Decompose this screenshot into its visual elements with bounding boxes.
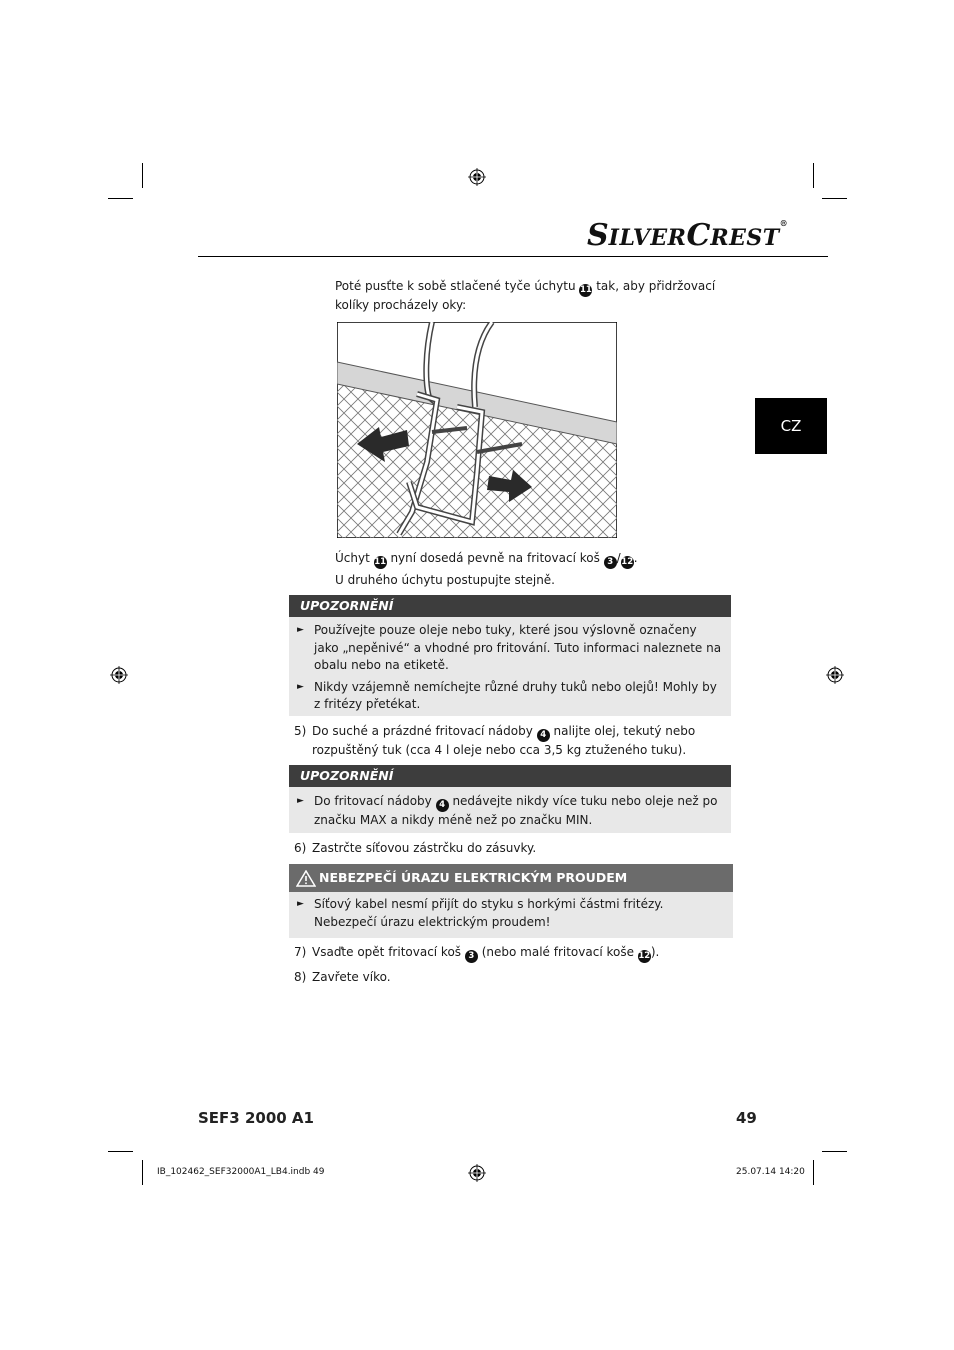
warning-triangle-icon xyxy=(296,870,316,887)
notice-bullet: ► Do fritovací nádoby 4 nedávejte nikdy více tuku nebo oleje než po značku MAX a nikdy méně než po značku MIN. xyxy=(297,794,718,827)
clip-seated-text: Úchyt 11 nyní dosedá pevně na fritovací koš 3 /12. xyxy=(335,551,638,567)
model-number: SEF3 2000 A1 xyxy=(198,1109,314,1127)
danger-bullet: ► Síťový kabel nesmí přijít do styku s horkými částmi fritézy. Nebezpečí úrazu elektrickým proudem! xyxy=(297,897,664,929)
notice-bullet: ► Používejte pouze oleje nebo tuky, které jsou výslovně označeny jako „nepěnivé“ a vhodné pro fritování. Tuto informaci naleznete na obalu nebo na etiketě. xyxy=(297,623,722,672)
crop-mark xyxy=(813,163,814,188)
silvercrest-logo: SILVERCREST® xyxy=(587,218,788,253)
crop-mark xyxy=(142,1160,143,1185)
bullet-arrow-icon: ► xyxy=(297,625,304,635)
notice-box xyxy=(289,765,731,833)
ref-marker: 3 xyxy=(465,950,478,963)
ref-marker: 11 xyxy=(374,557,387,567)
slug-date: 25.07.14 14:20 xyxy=(736,1167,805,1177)
crop-mark xyxy=(108,1151,133,1152)
intro-paragraph: Poté pusťte k sobě stlačené tyče úchytu 11 tak, aby přidržovací kolíky procházely oky: xyxy=(335,279,716,312)
notice-bullet: ► Nikdy vzájemně nemíchejte různé druhy tuků nebo olejů! Mohly by z fritézy přetékat. xyxy=(297,679,717,711)
crop-mark xyxy=(822,198,847,199)
ref-marker: 12 xyxy=(621,557,634,567)
notice-heading: UPOZORNĚNÍ xyxy=(289,765,731,787)
page-number: 49 xyxy=(736,1109,757,1127)
bullet-arrow-icon: ► xyxy=(297,796,304,806)
registration-mark-icon xyxy=(468,1164,486,1182)
crop-mark xyxy=(142,163,143,188)
danger-heading: NEBEZPEČÍ ÚRAZU ELEKTRICKÝM PROUDEM xyxy=(289,864,733,892)
bullet-arrow-icon: ► xyxy=(297,899,304,909)
registration-mark-icon xyxy=(110,666,128,684)
ref-marker: 4 xyxy=(436,799,449,812)
ref-marker: 3 xyxy=(604,556,617,569)
step-7: 7) Vsaďte opět fritovací koš 3 (nebo malé fritovací koše 12). xyxy=(294,945,660,961)
step-8: 8) Zavřete víko. xyxy=(294,970,391,984)
slug-file: IB_102462_SEF32000A1_LB4.indb 49 xyxy=(157,1167,325,1177)
registration-mark-icon xyxy=(826,666,844,684)
step-6: 6) Zastrčte síťovou zástrčku do zásuvky. xyxy=(294,841,537,855)
repeat-text: U druhého úchytu postupujte stejně. xyxy=(335,573,555,587)
notice-box xyxy=(289,595,731,716)
crop-mark xyxy=(822,1151,847,1152)
ref-marker: 12 xyxy=(638,951,651,961)
language-tab: CZ xyxy=(755,398,827,454)
ref-marker: 11 xyxy=(579,285,592,295)
notice-heading: UPOZORNĚNÍ xyxy=(289,595,731,617)
danger-box xyxy=(289,864,733,938)
header-rule xyxy=(198,256,828,257)
bullet-arrow-icon: ► xyxy=(297,681,304,692)
crop-mark xyxy=(108,198,133,199)
step-5: 5) Do suché a prázdné fritovací nádoby 4 nalijte olej, tekutý nebo rozpuštěný tuk (cca 4 l oleje nebo cca 3,5 kg ztuženého tuku). xyxy=(294,724,696,757)
crop-mark xyxy=(813,1160,814,1185)
basket-clip-illustration xyxy=(337,322,617,538)
ref-marker: 4 xyxy=(537,729,550,742)
registration-mark-icon xyxy=(468,168,486,186)
